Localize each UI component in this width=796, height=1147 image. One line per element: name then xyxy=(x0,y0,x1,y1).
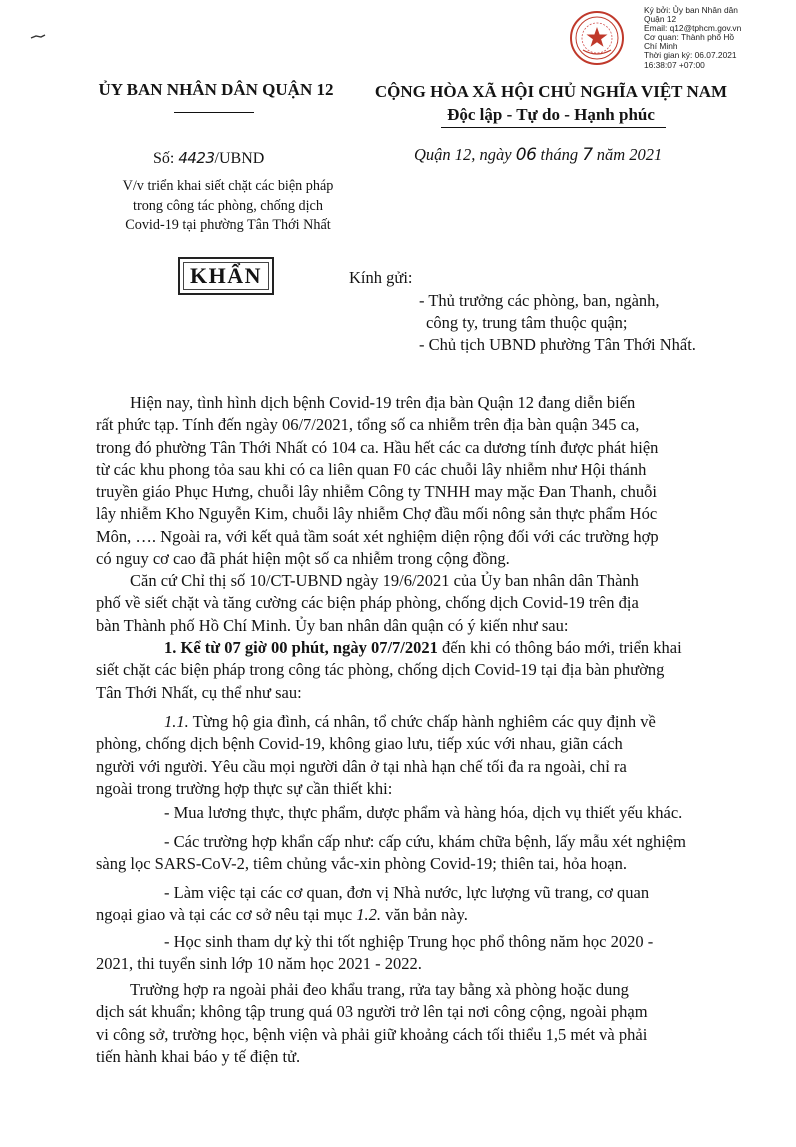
text-line: đến khi có thông báo mới, triển khai xyxy=(437,638,682,657)
bullet-necessities xyxy=(96,802,749,824)
text-line: siết chặt các biện pháp trong công tác phòng, chống dịch Covid-19 tại địa bàn phường xyxy=(96,660,665,680)
text-line: bàn Thành phố Hồ Chí Minh. Ủy ban nhân dân quận có ý kiến như sau: xyxy=(96,615,569,635)
date-place: Quận 12, ngày xyxy=(414,145,516,164)
signature-line: Chí Minh xyxy=(644,41,678,52)
urgent-stamp: KHẨN xyxy=(178,257,274,295)
motto-underline xyxy=(441,127,666,128)
subject-line: V/v triển khai siết chặt các biện pháp xyxy=(122,178,334,194)
text-line: Căn cứ Chỉ thị số 10/CT-UBND ngày 19/6/2021 của Ủy ban nhân dân Thành xyxy=(130,571,639,590)
issuing-agency xyxy=(70,80,362,100)
date-year: năm 2021 xyxy=(592,145,663,164)
date-month-label: tháng xyxy=(536,145,583,164)
text-line: - Làm việc tại các cơ quan, đơn vị Nhà nước, lực lượng vũ trang, cơ quan xyxy=(164,883,650,902)
recipient-line: - Chủ tịch UBND phường Tân Thới Nhất. xyxy=(419,335,696,354)
date-month: 7 xyxy=(582,145,593,165)
text-line: Trường hợp ra ngoài phải đeo khẩu trang, rửa tay bằng xà phòng hoặc dung xyxy=(130,980,629,999)
signature-line: 16:38:07 +07:00 xyxy=(644,59,705,70)
recipient-line: công ty, trung tâm thuộc quận; xyxy=(426,313,628,332)
text-line: Hiện nay, tình hình dịch bệnh Covid-19 trên địa bàn Quận 12 đang diễn biến xyxy=(130,393,636,412)
document-subject xyxy=(92,177,364,236)
signature-line: Quận 12 xyxy=(644,14,677,25)
text-line: từ các khu phong tỏa sau khi có ca liên quan F0 các chuỗi lây nhiễm như Hội thánh xyxy=(96,459,647,479)
agency-name: ỦY BAN NHÂN DÂN QUẬN 12 xyxy=(98,80,334,99)
text-line: dịch sát khuẩn; không tập trung quá 03 người trở lên tại nơi công cộng, ngoài phạm xyxy=(96,1002,648,1022)
signature-line: Thời gian ký: 06.07.2021 xyxy=(644,50,737,61)
document-number xyxy=(153,149,264,168)
text-line: truyền giáo Phục Hưng, chuỗi lây nhiễm Công ty TNHH may mặc Đan Thanh, chuỗi xyxy=(96,482,657,502)
section-reference: 1.2. xyxy=(356,905,382,925)
bullet-emergencies xyxy=(96,831,749,876)
paragraph-section-1 xyxy=(96,637,749,704)
number-suffix: /UBND xyxy=(214,150,265,167)
scan-mark-icon xyxy=(30,34,46,40)
text-line: - Học sinh tham dự kỳ thi tốt nghiệp Trung học phổ thông năm học 2020 - xyxy=(164,932,654,951)
text-line: trong đó phường Tân Thới Nhất có 104 ca. Hầu hết các ca dương tính được phát hiện xyxy=(96,437,659,457)
paragraph-section-1-1 xyxy=(96,711,749,800)
handwritten-number: 4423 xyxy=(178,149,215,167)
text-line: vi công sở, trường học, bệnh viện và phải giữ khoảng cách tối thiểu 1,5 mét và phải xyxy=(96,1024,648,1044)
text-line: có nguy cơ cao đã phát hiện một số ca nhiễm trong cộng đồng. xyxy=(96,549,510,569)
date-day: 06 xyxy=(515,145,537,165)
official-seal-icon xyxy=(569,10,625,66)
section-1-heading: 1. Kể từ 07 giờ 00 phút, ngày 07/7/2021 xyxy=(164,638,438,657)
text-line: ngoại giao và tại các cơ sở nêu tại mục xyxy=(96,905,357,925)
text-line: sàng lọc SARS-CoV-2, tiêm chủng vắc-xin phòng Covid-19; thiên tai, hỏa hoạn. xyxy=(96,854,627,874)
text-line: lây nhiễm Kho Nguyễn Kim, chuỗi lây nhiễm Chợ đầu mối nông sản thực phẩm Hóc xyxy=(96,504,658,524)
text-line: phố về siết chặt và tăng cường các biện pháp phòng, chống dịch Covid-19 trên địa xyxy=(96,593,639,613)
digital-signature-info xyxy=(644,6,794,70)
text-line: người với người. Yêu cầu mọi người dân ở tại nhà hạn chế tối đa ra ngoài, chỉ ra xyxy=(96,756,627,776)
national-title xyxy=(355,80,747,126)
number-prefix: Số: xyxy=(153,150,179,167)
bullet-workplaces xyxy=(96,882,749,927)
text-line: văn bản này. xyxy=(381,905,468,925)
text-line: 2021, thi tuyển sinh lớp 10 năm học 2021 - 2022. xyxy=(96,954,422,974)
text-line: Môn, …. Ngoài ra, với kết quả tầm soát xét nghiệm diện rộng đối với các trường hợp xyxy=(96,526,659,546)
signature-line: Ký bởi: Ủy ban Nhân dân xyxy=(644,5,738,15)
text-line: tiến hành khai báo y tế điện tử. xyxy=(96,1046,301,1066)
signature-line: Email: q12@tphcm.gov.vn xyxy=(644,23,742,34)
text-line: Tân Thới Nhất, cụ thể như sau: xyxy=(96,682,302,702)
national-motto: Độc lập - Tự do - Hạnh phúc xyxy=(447,105,655,124)
text-line: Từng hộ gia đình, cá nhân, tổ chức chấp hành nghiêm các quy định về xyxy=(188,712,656,731)
bullet-exams xyxy=(96,931,749,976)
text-line: - Các trường hợp khẩn cấp như: cấp cứu, khám chữa bệnh, lấy mẫu xét nghiệm xyxy=(164,832,686,851)
subject-line: trong công tác phòng, chống dịch xyxy=(133,197,323,214)
text-line: - Mua lương thực, thực phẩm, dược phẩm và hàng hóa, dịch vụ thiết yếu khác. xyxy=(164,803,683,822)
text-line: phòng, chống dịch bệnh Covid-19, không giao lưu, tiếp xúc với nhau, giãn cách xyxy=(96,734,623,754)
text-line: rất phức tạp. Tính đến ngày 06/7/2021, tổng số ca nhiễm trên địa bàn quận 345 ca, xyxy=(96,415,640,435)
greeting: Kính gửi: xyxy=(349,268,413,287)
paragraph-situation xyxy=(96,392,749,570)
recipient-line: - Thủ trưởng các phòng, ban, ngành, xyxy=(419,291,660,310)
issue-date xyxy=(414,145,662,165)
paragraph-going-out-rules xyxy=(96,979,749,1068)
nation-name: CỘNG HÒA XÃ HỘI CHỦ NGHĨA VIỆT NAM xyxy=(374,82,728,101)
text-line: ngoài trong trường hợp thực sự cần thiết khi: xyxy=(96,778,393,798)
section-1-1-label: 1.1. xyxy=(164,712,189,731)
subject-line: Covid-19 tại phường Tân Thới Nhất xyxy=(125,217,331,233)
agency-underline xyxy=(174,112,254,113)
paragraph-legal-basis xyxy=(96,570,749,637)
signature-line: Cơ quan: Thành phố Hồ xyxy=(644,32,735,43)
